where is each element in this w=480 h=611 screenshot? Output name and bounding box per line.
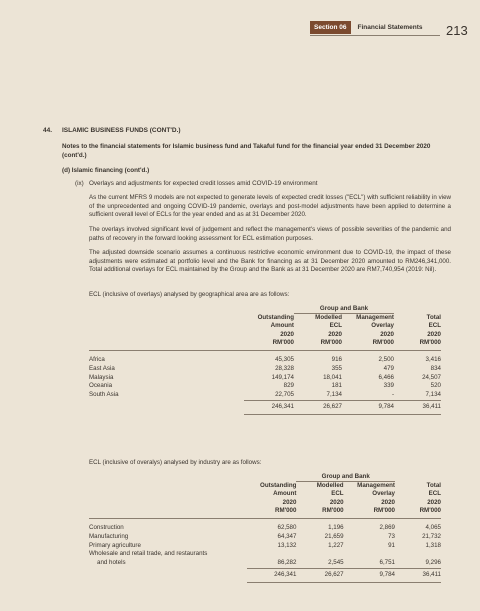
table-row	[89, 519, 441, 533]
header-outstanding: Outstanding	[257, 313, 294, 321]
cell: 1,196	[328, 524, 344, 532]
header-cell: Amount	[273, 490, 297, 498]
row-label: Africa	[89, 356, 105, 364]
header-total: Total	[426, 313, 441, 321]
cell: 21,732	[422, 532, 441, 540]
header-cell: 2020	[329, 498, 344, 506]
cell: 4,065	[425, 524, 441, 532]
paragraph-downside: The adjusted downside scenario assumes a continuous restrictive economic environment due to COVID-19, the impact of these adjustments were estimated at portfolio level and the Bank for financing as at 31 December 2020 amounted to RM246,341,000. Total additional overlays for ECL maintained by the Group and the Bank as at 31 December 2020 are RM7,740,954 (2019: Nil).	[89, 249, 451, 274]
table-header-row	[89, 322, 441, 330]
cell: 834	[430, 364, 441, 372]
cell: 2,869	[379, 524, 395, 532]
cell: 520	[430, 382, 441, 390]
cell: 6,466	[378, 373, 394, 381]
paragraph-industry-intro: ECL (inclusive of overalys) analysed by industry are as follows:	[89, 459, 262, 466]
item-roman: (ix)	[75, 180, 84, 187]
header-cell: ECL	[329, 322, 342, 330]
industry-ecl-table	[89, 473, 441, 583]
total-cell: 26,627	[294, 401, 342, 415]
cell: 24,507	[422, 373, 441, 381]
cell: 181	[331, 382, 342, 390]
table-group-header	[89, 473, 441, 482]
total-cell: 36,411	[394, 401, 441, 415]
total-cell: 36,411	[395, 569, 441, 583]
header-total: Total	[426, 481, 441, 489]
cell: 149,174	[271, 373, 294, 381]
cell: 916	[331, 356, 342, 364]
cell: 62,580	[277, 524, 297, 532]
total-cell: 246,341	[244, 401, 294, 415]
paragraph-geo-intro: ECL (inclusive of overlays) analysed by geographical area are as follows:	[89, 291, 290, 298]
header-cell: ECL	[428, 322, 441, 330]
section-header	[310, 21, 423, 34]
header-cell: ECL	[428, 490, 441, 498]
header-cell: RM'000	[344, 507, 395, 519]
section-tag: Section 06	[310, 21, 351, 34]
row-label: and hotels	[97, 559, 126, 567]
header-cell: Amount	[270, 322, 294, 330]
geo-ecl-table	[89, 305, 441, 415]
cell: -	[391, 391, 394, 399]
table-header-row	[89, 507, 441, 519]
cell: 45,305	[275, 356, 294, 364]
cell: 339	[383, 382, 394, 390]
header-cell: 2020	[282, 498, 297, 506]
header-cell: RM'000	[244, 339, 294, 351]
cell: 7,134	[326, 391, 342, 399]
header-rule	[310, 35, 440, 36]
row-label: Construction	[89, 524, 124, 532]
notes-title: Notes to the financial statements for Islamic business fund and Takaful fund for the financial year ended 31 December 2020 (cont'd.)	[62, 143, 431, 159]
header-modelled: Modelled	[315, 314, 342, 322]
header-cell: 2020	[427, 330, 441, 338]
cell: 18,041	[323, 373, 342, 381]
table-row	[89, 382, 441, 391]
total-cell: 9,784	[344, 569, 395, 583]
table-row	[89, 374, 441, 383]
group-label: Group and Bank	[294, 305, 394, 314]
item-title: Overlays and adjustments for expected credit losses amid COVID-19 environment	[89, 180, 318, 187]
header-cell: 2020	[381, 498, 395, 506]
row-label: Malaysia	[89, 373, 114, 381]
header-cell: 2020	[380, 330, 394, 338]
cell: 1,318	[425, 541, 441, 549]
header-cell: Overlay	[371, 322, 394, 330]
cell: 28,328	[275, 364, 294, 372]
cell: 73	[388, 532, 395, 540]
header-cell: 2020	[328, 330, 342, 338]
cell: 479	[383, 364, 394, 372]
row-label: Oceania	[89, 382, 113, 390]
cell: 21,659	[324, 532, 344, 540]
row-label: Wholesale and retail trade, and restaurants	[89, 550, 208, 558]
note-title: ISLAMIC BUSINESS FUNDS (CONT'D.)	[62, 127, 181, 134]
total-cell: 26,627	[296, 569, 343, 583]
total-cell: 9,784	[342, 401, 394, 415]
row-label: East Asia	[89, 364, 115, 372]
row-label: Primary agriculture	[89, 541, 141, 549]
header-cell: RM'000	[247, 507, 296, 519]
cell: 86,282	[277, 559, 297, 567]
header-cell: RM'000	[395, 507, 441, 519]
cell: 91	[388, 541, 395, 549]
table-header-row	[89, 314, 441, 323]
paragraph-overlays: The overlays involved significant level of judgement and reflect the management's views of possible severities of the pandemic and paths of recovery in the forward looking assessment for ECL estimation purposes.	[89, 226, 451, 242]
table-row	[89, 559, 441, 568]
paragraph-models: As the current MFRS 9 models are not expected to generate levels of expected credit losses ("ECL") with sufficient reliability in view of the unprecedented and ongoing COVID-19 pandemic, overlays and post-model adjustments have been applied to determine a sufficient overall level of ECLs for the year ended and as at 31 December 2020.	[89, 194, 451, 219]
header-management: Management	[356, 314, 394, 322]
cell: 9,296	[425, 559, 441, 567]
header-cell: RM'000	[296, 507, 343, 519]
header-cell: RM'000	[294, 339, 342, 351]
header-cell: Overlay	[372, 490, 395, 498]
header-management: Management	[357, 482, 395, 490]
table-header-row	[89, 499, 441, 507]
table-header-row	[89, 490, 441, 498]
note-number: 44.	[43, 127, 53, 134]
note-heading	[43, 127, 181, 134]
total-row	[89, 401, 441, 415]
table-group-header	[89, 305, 441, 314]
total-row	[89, 569, 441, 583]
table-header-row	[89, 339, 441, 351]
header-cell: 2020	[280, 330, 294, 338]
cell: 355	[331, 364, 342, 372]
cell: 13,132	[277, 541, 297, 549]
row-label: South Asia	[89, 391, 119, 399]
subsection-heading: (d) Islamic financing (cont'd.)	[62, 167, 150, 174]
header-cell: RM'000	[394, 339, 441, 351]
cell: 64,347	[277, 532, 297, 540]
group-label: Group and Bank	[296, 473, 395, 482]
header-modelled: Modelled	[316, 482, 344, 490]
table-row	[89, 533, 441, 542]
row-label: Manufacturing	[89, 532, 129, 540]
header-outstanding: Outstanding	[260, 481, 297, 489]
table-row	[89, 391, 441, 400]
cell: 6,751	[379, 559, 395, 567]
cell: 829	[283, 382, 294, 390]
header-cell: 2020	[427, 498, 441, 506]
table-row	[89, 550, 441, 559]
cell: 2,500	[378, 356, 394, 364]
table-row	[89, 365, 441, 374]
table-header-row	[89, 482, 441, 491]
header-cell: ECL	[331, 490, 344, 498]
section-title: Financial Statements	[357, 24, 423, 31]
cell: 22,705	[275, 391, 294, 399]
cell: 3,416	[425, 356, 441, 364]
total-cell: 246,341	[247, 569, 296, 583]
item-heading	[75, 180, 318, 187]
header-cell: RM'000	[342, 339, 394, 351]
table-row	[89, 542, 441, 551]
cell: 7,134	[425, 391, 441, 399]
page-number: 213	[446, 23, 468, 38]
table-row	[89, 351, 441, 365]
table-header-row	[89, 331, 441, 339]
cell: 1,227	[328, 541, 344, 549]
cell: 2,545	[328, 559, 344, 567]
